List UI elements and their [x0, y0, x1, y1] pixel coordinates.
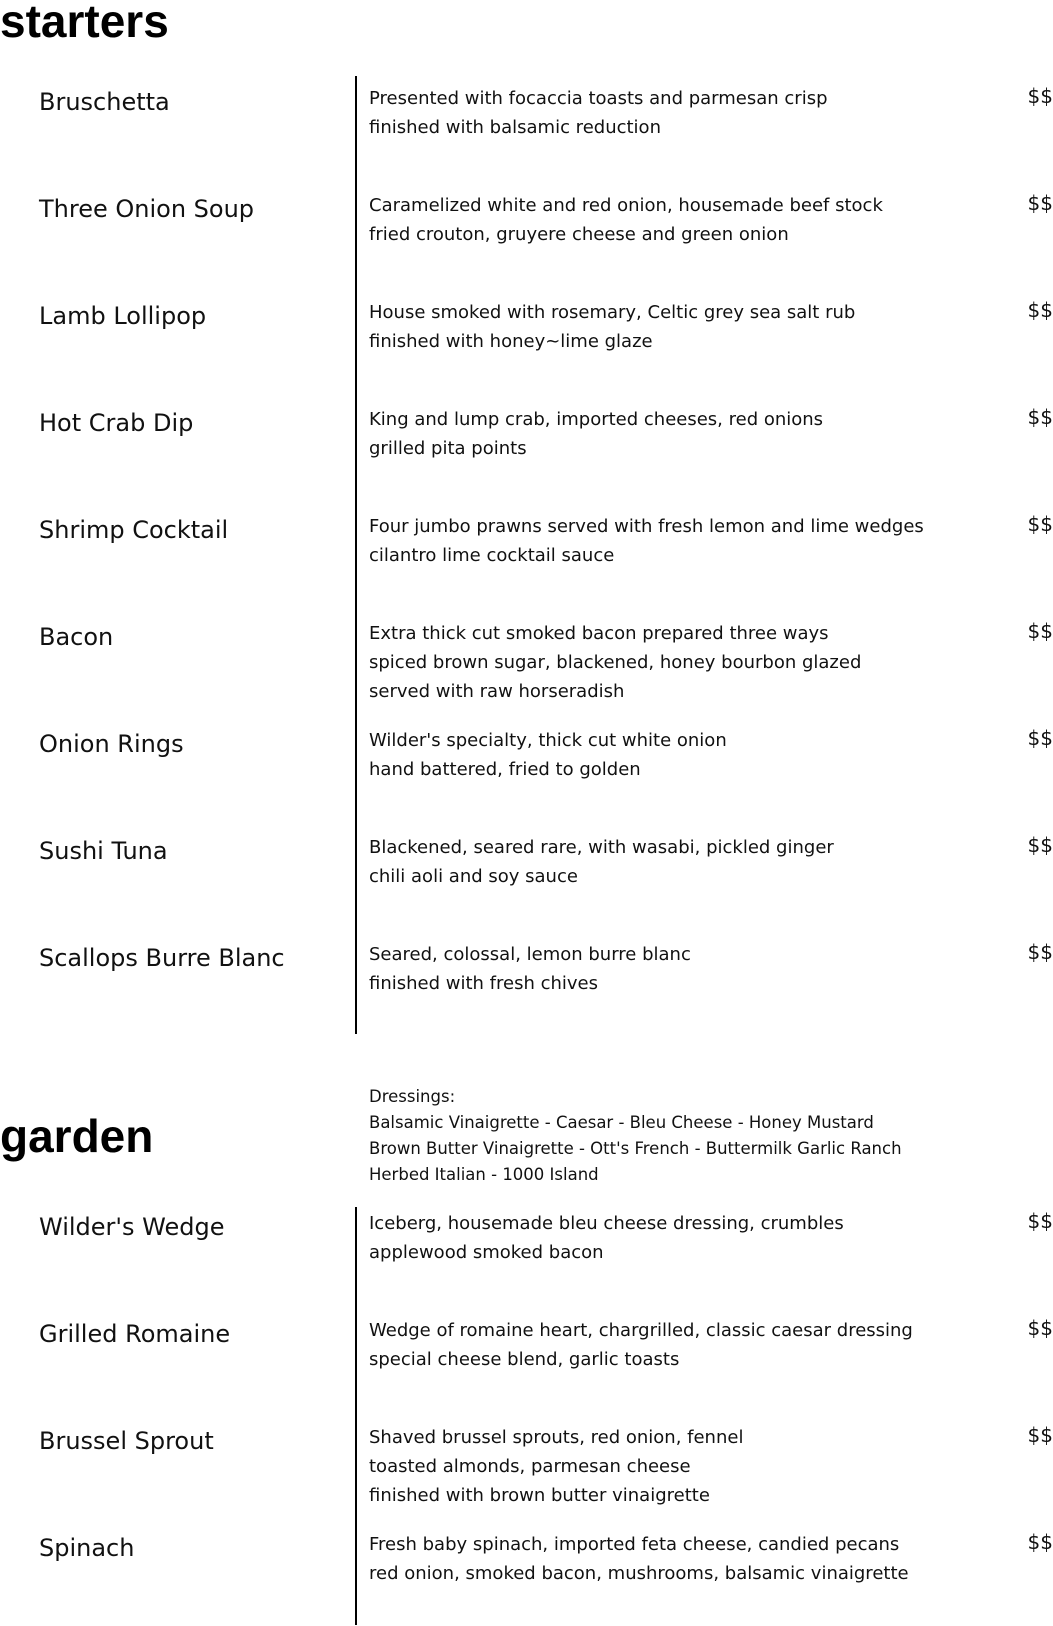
description-line: Blackened, seared rare, with wasabi, pickled ginger	[369, 837, 834, 858]
starters-section-title: starters	[0, 0, 169, 47]
description-line: spiced brown sugar, blackened, honey bourbon glazed	[369, 652, 862, 673]
item-description	[369, 1209, 1009, 1267]
description-line: King and lump crab, imported cheeses, red onions	[369, 409, 824, 430]
description-line: House smoked with rosemary, Celtic grey sea salt rub	[369, 302, 856, 323]
description-line: Shaved brussel sprouts, red onion, fennel	[369, 1427, 744, 1448]
menu-item-grilled-romaine	[0, 1312, 1053, 1412]
dressings-heading: Dressings:	[369, 1087, 456, 1106]
item-description	[369, 1530, 1009, 1588]
menu-item-brussel-sprout	[0, 1419, 1053, 1519]
description-line: served with raw horseradish	[369, 681, 625, 702]
item-description	[369, 405, 1009, 463]
item-name: Scallops Burre Blanc	[39, 944, 285, 972]
item-price: $$	[1027, 1316, 1053, 1340]
item-price: $$	[1027, 619, 1053, 643]
item-description	[369, 191, 1009, 249]
dressings-line: Herbed Italian - 1000 Island	[369, 1165, 599, 1184]
menu-item-lamb-lollipop	[0, 294, 1053, 394]
dressings-line: Balsamic Vinaigrette - Caesar - Bleu Cheese - Honey Mustard	[369, 1113, 874, 1132]
description-line: finished with honey~lime glaze	[369, 331, 653, 352]
item-description	[369, 619, 1009, 706]
item-name: Hot Crab Dip	[39, 409, 194, 437]
menu-item-hot-crab-dip	[0, 401, 1053, 501]
item-description	[369, 84, 1009, 142]
description-line: Iceberg, housemade bleu cheese dressing, crumbles	[369, 1213, 844, 1234]
description-line: special cheese blend, garlic toasts	[369, 1349, 680, 1370]
item-name: Grilled Romaine	[39, 1320, 231, 1348]
description-line: cilantro lime cocktail sauce	[369, 545, 615, 566]
item-description	[369, 1423, 1009, 1510]
item-price: $$	[1027, 1209, 1053, 1233]
dressings-line: Brown Butter Vinaigrette - Ott's French - Buttermilk Garlic Ranch	[369, 1139, 902, 1158]
description-line: applewood smoked bacon	[369, 1242, 604, 1263]
item-name: Bacon	[39, 623, 114, 651]
description-line: Seared, colossal, lemon burre blanc	[369, 944, 691, 965]
menu-item-spinach	[0, 1526, 1053, 1626]
garden-section-title: garden	[0, 1110, 154, 1162]
description-line: Caramelized white and red onion, housemade beef stock	[369, 195, 883, 216]
item-price: $$	[1027, 405, 1053, 429]
description-line: chili aoli and soy sauce	[369, 866, 578, 887]
item-name: Onion Rings	[39, 730, 184, 758]
description-line: red onion, smoked bacon, mushrooms, balsamic vinaigrette	[369, 1563, 909, 1584]
item-name: Lamb Lollipop	[39, 302, 207, 330]
item-description	[369, 940, 1009, 998]
item-price: $$	[1027, 726, 1053, 750]
menu-item-wilders-wedge	[0, 1205, 1053, 1305]
item-name: Sushi Tuna	[39, 837, 168, 865]
description-line: finished with balsamic reduction	[369, 117, 661, 138]
item-description	[369, 512, 1009, 570]
item-name: Brussel Sprout	[39, 1427, 214, 1455]
item-description	[369, 833, 1009, 891]
menu-item-bacon	[0, 615, 1053, 715]
description-line: finished with brown butter vinaigrette	[369, 1485, 710, 1506]
item-description	[369, 726, 1009, 784]
item-price: $$	[1027, 512, 1053, 536]
menu-item-scallops-burre-blanc	[0, 936, 1053, 1036]
menu-item-sushi-tuna	[0, 829, 1053, 929]
item-name: Spinach	[39, 1534, 135, 1562]
description-line: Extra thick cut smoked bacon prepared three ways	[369, 623, 829, 644]
description-line: Wedge of romaine heart, chargrilled, classic caesar dressing	[369, 1320, 913, 1341]
item-name: Three Onion Soup	[39, 195, 255, 223]
item-name: Wilder's Wedge	[39, 1213, 225, 1241]
item-price: $$	[1027, 191, 1053, 215]
dressings-list	[369, 1084, 902, 1188]
item-name: Bruschetta	[39, 88, 170, 116]
menu-item-onion-rings	[0, 722, 1053, 822]
item-price: $$	[1027, 298, 1053, 322]
description-line: finished with fresh chives	[369, 973, 598, 994]
description-line: Wilder's specialty, thick cut white onion	[369, 730, 727, 751]
menu-item-bruschetta	[0, 80, 1053, 180]
description-line: Fresh baby spinach, imported feta cheese, candied pecans	[369, 1534, 900, 1555]
description-line: Four jumbo prawns served with fresh lemon and lime wedges	[369, 516, 924, 537]
item-name: Shrimp Cocktail	[39, 516, 229, 544]
menu-item-three-onion-soup	[0, 187, 1053, 287]
item-price: $$	[1027, 940, 1053, 964]
description-line: Presented with focaccia toasts and parmesan crisp	[369, 88, 828, 109]
description-line: toasted almonds, parmesan cheese	[369, 1456, 691, 1477]
item-price: $$	[1027, 833, 1053, 857]
description-line: fried crouton, gruyere cheese and green onion	[369, 224, 789, 245]
menu-item-shrimp-cocktail	[0, 508, 1053, 608]
item-description	[369, 1316, 1009, 1374]
description-line: hand battered, fried to golden	[369, 759, 641, 780]
item-price: $$	[1027, 1530, 1053, 1554]
item-price: $$	[1027, 84, 1053, 108]
description-line: grilled pita points	[369, 438, 527, 459]
item-description	[369, 298, 1009, 356]
item-price: $$	[1027, 1423, 1053, 1447]
